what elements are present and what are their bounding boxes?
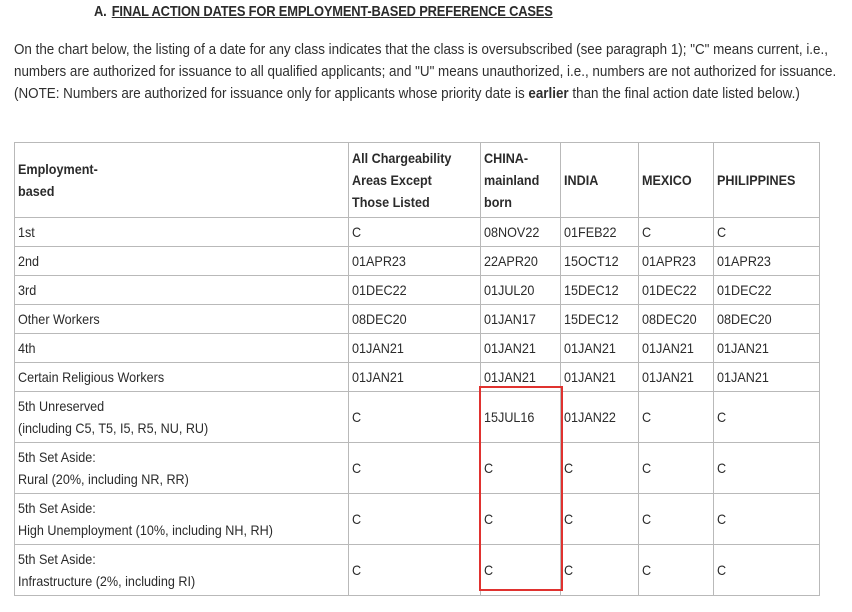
column-header-text <box>564 169 598 191</box>
table-cell <box>714 443 820 494</box>
row-category <box>15 392 349 443</box>
row-category-line: High Unemployment (10%, including NH, RH) <box>18 522 273 538</box>
table-cell-value: 01JAN22 <box>564 409 616 425</box>
column-header-line: INDIA <box>564 172 599 188</box>
table-cell <box>349 334 481 363</box>
table-cell <box>714 305 820 334</box>
table-cell-value: 01JAN21 <box>642 369 694 385</box>
table-cell-value: 08NOV22 <box>484 224 540 240</box>
row-category-text <box>18 395 208 439</box>
column-header-line: born <box>484 194 512 210</box>
table-cell-value: 15OCT12 <box>564 253 619 269</box>
row-category-line: 4th <box>18 340 36 356</box>
row-category-line: 1st <box>18 224 35 240</box>
table-cell <box>639 494 714 545</box>
table-cell-value: 01APR23 <box>717 253 771 269</box>
table-cell <box>714 392 820 443</box>
row-category-line: Infrastructure (2%, including RI) <box>18 573 196 589</box>
table-cell <box>481 218 561 247</box>
column-header-line: mainland <box>484 172 540 188</box>
table-row <box>15 247 820 276</box>
column-header-text <box>18 158 98 202</box>
column-header-text <box>717 169 795 191</box>
table-cell-value: C <box>564 511 574 527</box>
table-row <box>15 363 820 392</box>
row-category-line: Other Workers <box>18 311 100 327</box>
row-category-line: Rural (20%, including NR, RR) <box>18 471 189 487</box>
row-category <box>15 334 349 363</box>
table-cell-value: C <box>642 511 652 527</box>
table-cell <box>639 247 714 276</box>
table-cell-value: 15JUL16 <box>484 409 535 425</box>
row-category-text <box>18 446 189 490</box>
table-cell-value: C <box>642 562 652 578</box>
table-cell-value: 01DEC22 <box>352 282 407 298</box>
row-category-text <box>18 253 39 269</box>
table-cell-value: 01JAN21 <box>717 340 769 356</box>
table-cell-value: C <box>642 224 652 240</box>
table-cell <box>481 545 561 596</box>
table-cell-value: C <box>642 409 652 425</box>
table-cell-value: C <box>717 460 727 476</box>
row-category <box>15 276 349 305</box>
column-header-line: CHINA- <box>484 150 529 166</box>
column-header-text <box>642 169 692 191</box>
table-cell-value: 08DEC20 <box>352 311 407 327</box>
row-category-line: 3rd <box>18 282 37 298</box>
table-cell-value: C <box>484 460 494 476</box>
table-cell <box>561 218 639 247</box>
row-category-text <box>18 497 273 541</box>
row-category-line: 5th Set Aside: <box>18 449 96 465</box>
row-category-line: 5th Set Aside: <box>18 551 96 567</box>
table-cell <box>561 545 639 596</box>
column-header-text <box>352 147 451 213</box>
table-header-row <box>15 143 820 218</box>
table-cell <box>561 334 639 363</box>
row-category-line: (including C5, T5, I5, R5, NU, RU) <box>18 420 209 436</box>
row-category-line: Certain Religious Workers <box>18 369 165 385</box>
table-cell <box>639 545 714 596</box>
table-cell-value: C <box>717 562 727 578</box>
column-header <box>349 143 481 218</box>
table-cell-value: 01APR23 <box>642 253 696 269</box>
row-category <box>15 494 349 545</box>
table-cell-value: 08DEC20 <box>642 311 697 327</box>
table-cell-value: 15DEC12 <box>564 311 619 327</box>
table-cell <box>714 334 820 363</box>
table-cell-value: 01JAN21 <box>352 369 404 385</box>
table-cell <box>349 392 481 443</box>
column-header <box>639 143 714 218</box>
table-cell <box>481 305 561 334</box>
table-cell-value: C <box>352 460 362 476</box>
row-category-line: 5th Unreserved <box>18 398 105 414</box>
column-header-line: Employment- <box>18 161 98 177</box>
table-cell-value: 15DEC12 <box>564 282 619 298</box>
row-category <box>15 545 349 596</box>
table-cell <box>639 363 714 392</box>
table-cell <box>349 276 481 305</box>
table-cell-value: C <box>717 511 727 527</box>
row-category-text <box>18 369 164 385</box>
table-cell <box>561 392 639 443</box>
table-cell <box>561 247 639 276</box>
table-cell <box>561 363 639 392</box>
column-header-line: based <box>18 183 55 199</box>
row-category-line: 5th Set Aside: <box>18 500 96 516</box>
table-cell-value: C <box>717 224 727 240</box>
table-cell <box>561 494 639 545</box>
table-row <box>15 334 820 363</box>
row-category-text <box>18 224 35 240</box>
intro-paragraph <box>14 39 837 105</box>
table-cell <box>714 276 820 305</box>
table-row <box>15 218 820 247</box>
column-header-line: Those Listed <box>352 194 430 210</box>
table-cell <box>714 545 820 596</box>
table-cell <box>349 443 481 494</box>
table-cell-value: 01DEC22 <box>717 282 772 298</box>
table-cell-value: 01JAN17 <box>484 311 536 327</box>
table-cell <box>349 218 481 247</box>
section-heading <box>94 3 553 20</box>
column-header-line: MEXICO <box>642 172 692 188</box>
table-row <box>15 545 820 596</box>
table-cell-value: 01FEB22 <box>564 224 617 240</box>
column-header-text <box>484 147 539 213</box>
column-header-line: All Chargeability <box>352 150 452 166</box>
row-category-line: 2nd <box>18 253 40 269</box>
table-cell-value: C <box>352 224 362 240</box>
table-cell <box>481 276 561 305</box>
table-cell-value: 01JAN21 <box>352 340 404 356</box>
row-category <box>15 247 349 276</box>
table-cell <box>481 247 561 276</box>
table-row <box>15 305 820 334</box>
table-cell <box>714 218 820 247</box>
table-cell-value: 01JAN21 <box>484 340 536 356</box>
table-cell <box>349 494 481 545</box>
column-header <box>481 143 561 218</box>
table-cell <box>349 545 481 596</box>
section-letter: A. <box>94 3 107 20</box>
row-category <box>15 443 349 494</box>
table-cell-value: C <box>484 562 494 578</box>
row-category <box>15 363 349 392</box>
table-cell <box>349 363 481 392</box>
table-cell <box>481 443 561 494</box>
table-cell-value: 08DEC20 <box>717 311 772 327</box>
final-action-dates-table <box>14 142 820 596</box>
table-cell <box>481 494 561 545</box>
row-category <box>15 218 349 247</box>
table-body <box>15 143 820 596</box>
table-cell-value: 01JAN21 <box>484 369 536 385</box>
table-cell-value: 01JAN21 <box>564 369 616 385</box>
table-cell <box>481 392 561 443</box>
table-cell <box>349 247 481 276</box>
table-cell <box>639 218 714 247</box>
column-header-line: PHILIPPINES <box>717 172 796 188</box>
column-header <box>15 143 349 218</box>
table-cell-value: 01APR23 <box>352 253 406 269</box>
table-cell <box>561 305 639 334</box>
row-category-text <box>18 311 100 327</box>
table-cell <box>481 334 561 363</box>
intro-text-end: than the final action date listed below.) <box>568 86 800 102</box>
table-cell-value: C <box>352 511 362 527</box>
table-cell-value: C <box>564 562 574 578</box>
table-row <box>15 392 820 443</box>
column-header <box>714 143 820 218</box>
table-cell-value: C <box>564 460 574 476</box>
intro-emphasis: earlier <box>528 86 569 102</box>
intro-text: On the chart below, the listing of a date for any class indicates that the class is oversubscribed (see paragraph 1); "C" means current, i.e., numbers are authorized for issuance to all qualified applicants; and "U" means unauthorized, i.e., numbers are not authorized for issuance. (NOTE: Numbers are authorized for issuance only for applicants whose priority date is <box>14 42 837 102</box>
table-cell-value: C <box>352 562 362 578</box>
section-title: FINAL ACTION DATES FOR EMPLOYMENT-BASED PREFERENCE CASES <box>111 3 553 20</box>
column-header <box>561 143 639 218</box>
row-category <box>15 305 349 334</box>
table-cell-value: C <box>642 460 652 476</box>
table-cell-value: 22APR20 <box>484 253 538 269</box>
table-cell <box>639 443 714 494</box>
column-header-line: Areas Except <box>352 172 432 188</box>
table-cell <box>639 276 714 305</box>
table-cell <box>561 443 639 494</box>
table-row <box>15 443 820 494</box>
table-row <box>15 494 820 545</box>
table-cell <box>639 334 714 363</box>
table-cell-value: C <box>352 409 362 425</box>
table-cell <box>481 363 561 392</box>
table-cell <box>714 494 820 545</box>
table-cell <box>714 363 820 392</box>
table-cell <box>349 305 481 334</box>
table-cell-value: C <box>484 511 494 527</box>
table-cell <box>639 305 714 334</box>
table-cell-value: 01JAN21 <box>642 340 694 356</box>
table-cell-value: 01DEC22 <box>642 282 697 298</box>
table-cell-value: 01JAN21 <box>564 340 616 356</box>
row-category-text <box>18 548 195 592</box>
table-cell-value: 01JAN21 <box>717 369 769 385</box>
row-category-text <box>18 282 36 298</box>
table-cell <box>714 247 820 276</box>
table-cell-value: 01JUL20 <box>484 282 535 298</box>
table-cell <box>561 276 639 305</box>
table-cell <box>639 392 714 443</box>
table-cell-value: C <box>717 409 727 425</box>
table-row <box>15 276 820 305</box>
row-category-text <box>18 340 36 356</box>
